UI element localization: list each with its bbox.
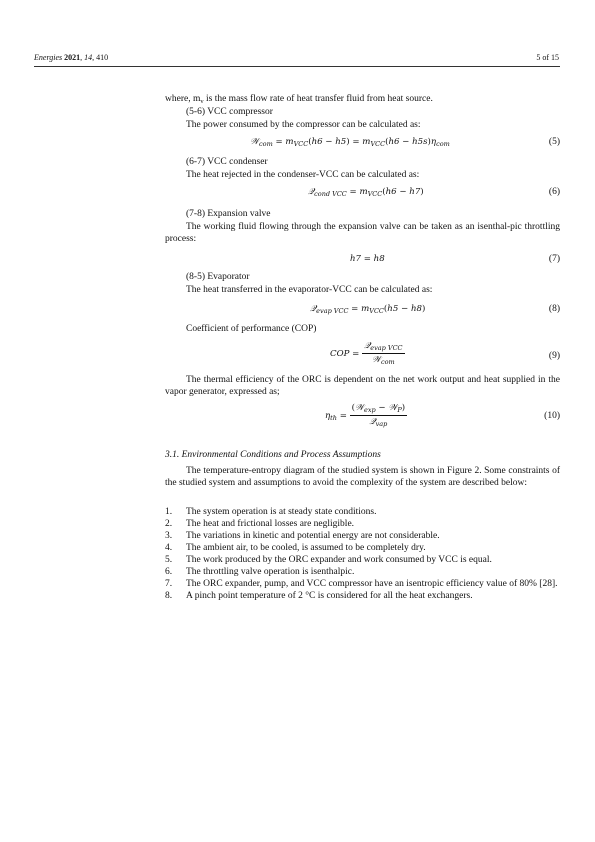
assumptions-list <box>165 506 560 602</box>
list-item-number: 8. <box>165 591 173 601</box>
running-header-citation: Energies 2021, 14, 410 <box>34 53 109 62</box>
assumptions-intro: The temperature-entropy diagram of the studied system is shown in Figure 2. Some constraints of the studied system and assumptions to avoid the complexity of the system are described below: <box>165 466 560 488</box>
list-item <box>165 554 560 566</box>
subsection-compressor: (5-6) VCC compressor <box>186 107 273 117</box>
cop-label: Coefficient of performance (COP) <box>186 324 317 334</box>
equation-number: (8) <box>548 304 560 314</box>
list-item-number: 3. <box>165 531 173 541</box>
list-item-number: 4. <box>165 543 173 553</box>
list-item-text: The heat and frictional losses are negligible. <box>186 519 355 529</box>
equation-number: (6) <box>548 187 560 197</box>
subsection-evaporator: (8-5) Evaporator <box>186 272 250 282</box>
list-item-text: The work produced by the ORC expander and work consumed by VCC is equal. <box>186 555 492 565</box>
page-number: 5 of 15 <box>536 53 559 62</box>
list-item-number: 7. <box>165 579 173 589</box>
header-divider <box>34 66 560 67</box>
list-item-text: The ambient air, to be cooled, is assumed to be completely dry. <box>186 543 426 553</box>
equation-number: (5) <box>548 137 560 147</box>
thermal-efficiency-paragraph: The thermal efficiency of the ORC is dependent on the net work output and heat supplied in the vapor generator, expressed as; <box>165 375 560 397</box>
list-item <box>165 530 560 542</box>
journal-name: Energies <box>34 53 63 62</box>
list-item-text: The variations in kinetic and potential energy are not considerable. <box>186 531 440 541</box>
section-heading: 3.1. Environmental Conditions and Process Assumptions <box>165 450 381 460</box>
equation-number: (9) <box>548 351 560 361</box>
list-item-number: 6. <box>165 567 173 577</box>
where-paragraph: where, $m_v$ is the mass flow rate of heat transfer fluid from heat source. <box>165 94 433 105</box>
list-item <box>165 518 560 530</box>
list-item-text: The system operation is at steady state conditions. <box>186 507 377 517</box>
compressor-description: The power consumed by the compressor can be calculated as: <box>186 120 421 130</box>
list-item-text: The throttling valve operation is isenthalpic. <box>186 567 355 577</box>
subsection-expansion-valve: (7-8) Expansion valve <box>186 209 271 219</box>
list-item <box>165 566 560 578</box>
expansion-valve-description: The working fluid flowing through the expansion valve can be taken as an isenthal-pic throttling process: <box>165 222 560 244</box>
list-item-number: 2. <box>165 519 173 529</box>
list-item <box>165 590 560 602</box>
list-item-text: The ORC expander, pump, and VCC compressor have an isentropic efficiency value of 80% [28]. <box>186 579 558 589</box>
evaporator-description: The heat transferred in the evaporator-VCC can be calculated as: <box>186 285 433 295</box>
list-item <box>165 506 560 518</box>
list-item <box>165 542 560 554</box>
equation-number: (10) <box>544 411 560 421</box>
subsection-condenser: (6-7) VCC condenser <box>186 157 268 167</box>
list-item-text: A pinch point temperature of 2 °C is considered for all the heat exchangers. <box>186 591 473 601</box>
equation-number: (7) <box>548 254 560 264</box>
list-item-number: 1. <box>165 507 173 517</box>
condenser-description: The heat rejected in the condenser-VCC can be calculated as: <box>186 170 420 180</box>
list-item-number: 5. <box>165 555 173 565</box>
list-item <box>165 578 560 590</box>
